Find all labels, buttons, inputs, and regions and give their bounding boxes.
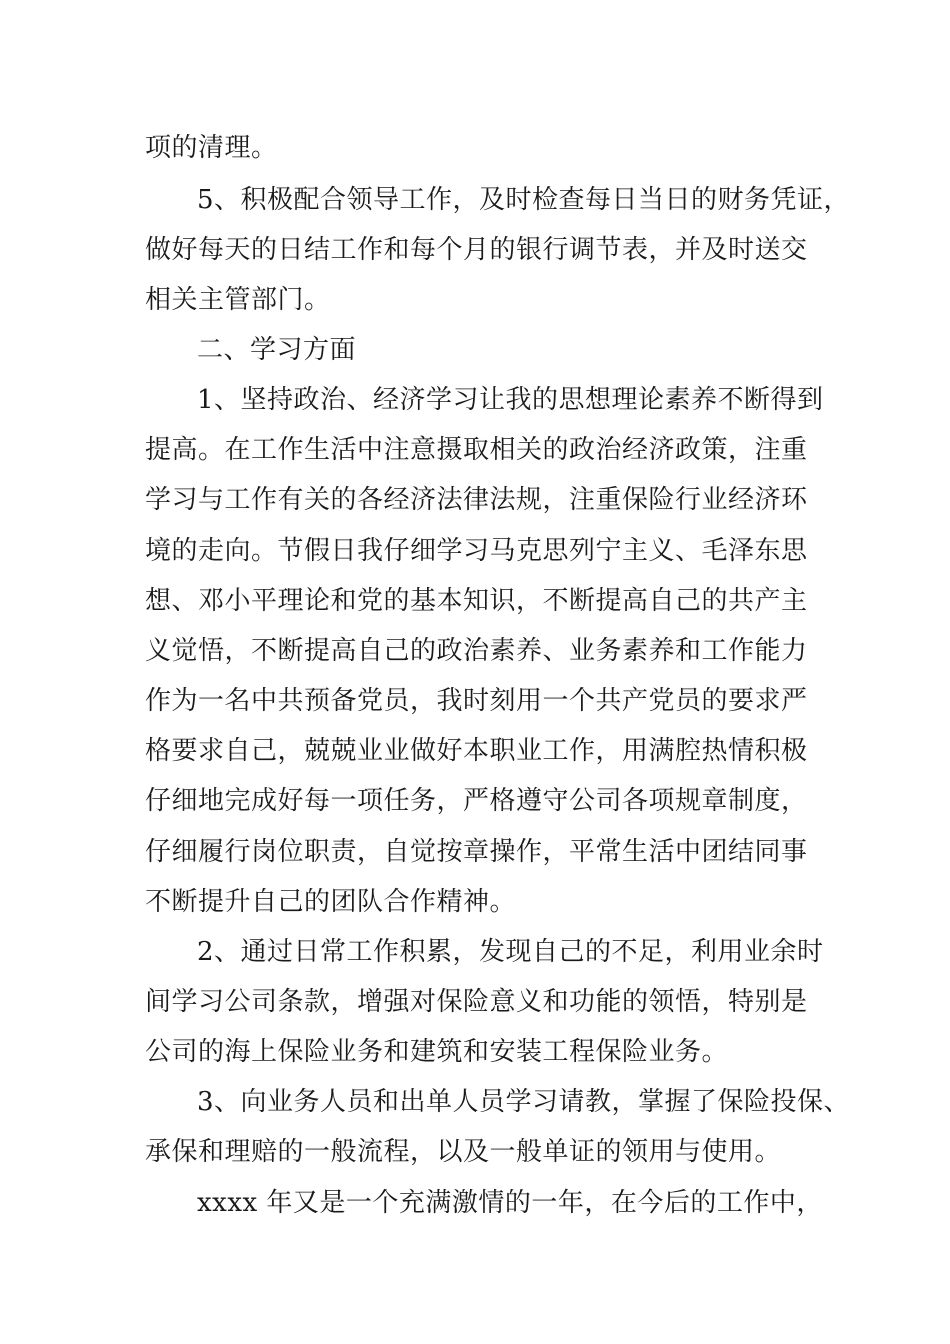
- text-line: 做好每天的日结工作和每个月的银行调节表，并及时送交: [145, 235, 808, 265]
- text-line: 公司的海上保险业务和建筑和安装工程保险业务。: [145, 1037, 729, 1067]
- text-line: 不断提升自己的团队合作精神。: [145, 887, 517, 917]
- paragraph-first-line: 5、积极配合领导工作，及时检查每日当日的财务凭证，: [197, 185, 851, 215]
- text-line: 格要求自己，兢兢业业做好本职业工作，用满腔热情积极: [145, 736, 808, 766]
- text-line: 相关主管部门。: [145, 285, 331, 315]
- text-line: 境的走向。节假日我仔细学习马克思列宁主义、毛泽东思: [145, 536, 808, 566]
- paragraph-first-line: 1、坚持政治、经济学习让我的思想理论素养不断得到: [197, 385, 824, 415]
- paragraph-first-line: xxxx 年又是一个充满激情的一年，在今后的工作中，: [197, 1188, 823, 1218]
- text-line: 间学习公司条款，增强对保险意义和功能的领悟，特别是: [145, 987, 808, 1017]
- paragraph-first-line: 2、通过日常工作积累，发现自己的不足，利用业余时: [197, 937, 824, 967]
- text-line: 仔细履行岗位职责，自觉按章操作，平常生活中团结同事: [145, 837, 808, 867]
- section-heading: 二、学习方面: [197, 335, 357, 365]
- text-line: 仔细地完成好每一项任务，严格遵守公司各项规章制度，: [145, 786, 808, 816]
- text-line: 义觉悟，不断提高自己的政治素养、业务素养和工作能力: [145, 636, 808, 666]
- text-line: 承保和理赔的一般流程，以及一般单证的领用与使用。: [145, 1137, 782, 1167]
- paragraph-first-line: 3、向业务人员和出单人员学习请教，掌握了保险投保、: [197, 1087, 851, 1117]
- text-line: 项的清理。: [145, 133, 278, 163]
- text-line: 作为一名中共预备党员，我时刻用一个共产党员的要求严: [145, 686, 808, 716]
- text-line: 学习与工作有关的各经济法律法规，注重保险行业经济环: [145, 485, 808, 515]
- text-line: 提高。在工作生活中注意摄取相关的政治经济政策，注重: [145, 435, 808, 465]
- text-line: 想、邓小平理论和党的基本知识，不断提高自己的共产主: [145, 586, 808, 616]
